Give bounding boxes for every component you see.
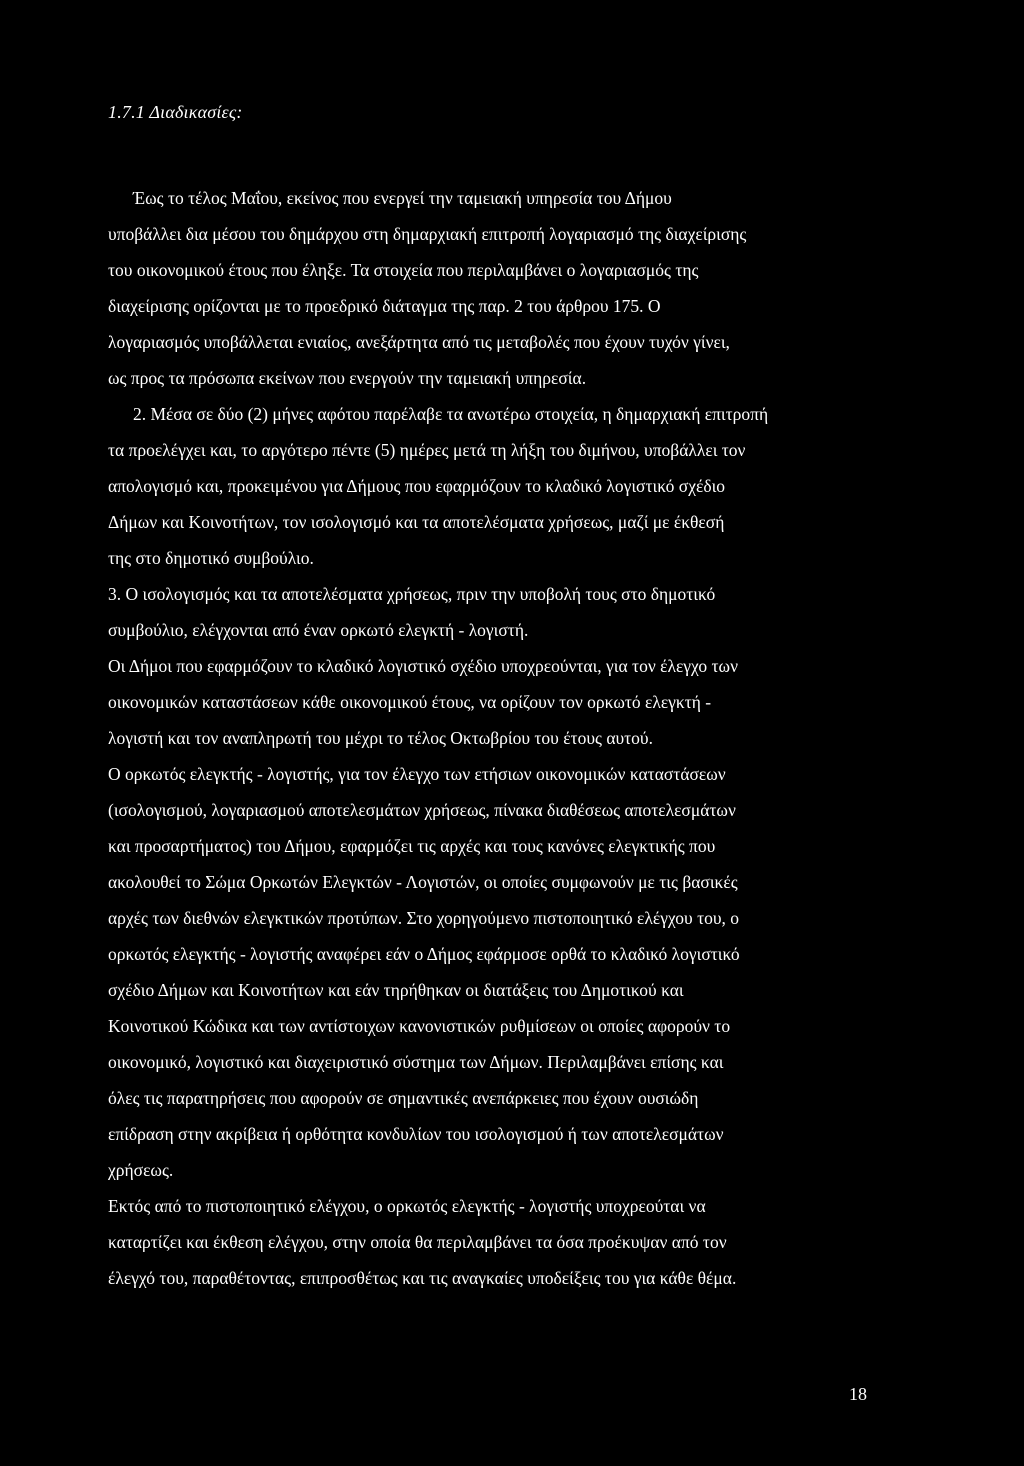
body-line: του οικονομικού έτους που έληξε. Τα στοιχεία που περιλαμβάνει ο λογαριασμός της [108, 260, 699, 280]
body-line: ακολουθεί το Σώμα Ορκωτών Ελεγκτών - Λογιστών, οι οποίες συμφωνούν με τις βασικές [108, 872, 738, 892]
body-line: τα προελέγχει και, το αργότερο πέντε (5) ημέρες μετά τη λήξη του διμήνου, υποβάλλει τον [108, 440, 746, 460]
body-line: διαχείρισης ορίζονται με το προεδρικό διάταγμα της παρ. 2 του άρθρου 175. Ο [108, 296, 661, 316]
page-number: 18 [849, 1384, 867, 1404]
body-line: αρχές των διεθνών ελεγκτικών προτύπων. Στο χορηγούμενο πιστοποιητικό ελέγχου του, ο [108, 908, 740, 928]
body-line: Έως το τέλος Μαΐου, εκείνος που ενεργεί την ταμειακή υπηρεσία του Δήμου [133, 188, 672, 208]
body-line: ως προς τα πρόσωπα εκείνων που ενεργούν την ταμειακή υπηρεσία. [108, 368, 587, 388]
body-line: Οι Δήμοι που εφαρμόζουν το κλαδικό λογιστικό σχέδιο υποχρεούνται, για τον έλεγχο των [108, 656, 738, 676]
body-line: λογιστή και τον αναπληρωτή του μέχρι το τέλος Οκτωβρίου του έτους αυτού. [108, 728, 653, 748]
body-line: έλεγχό του, παραθέτοντας, επιπροσθέτως και τις αναγκαίες υποδείξεις του για κάθε θέμα. [108, 1268, 737, 1288]
body-line: καταρτίζει και έκθεση ελέγχου, στην οποία θα περιλαμβάνει τα όσα προέκυψαν από τον [108, 1232, 727, 1252]
body-line: Δήμων και Κοινοτήτων, τον ισολογισμό και τα αποτελέσματα χρήσεως, μαζί με έκθεσή [108, 512, 725, 532]
body-line: λογαριασμός υποβάλλεται ενιαίος, ανεξάρτητα από τις μεταβολές που έχουν τυχόν γίνει, [108, 332, 730, 352]
body-line: Κοινοτικού Κώδικα και των αντίστοιχων κανονιστικών ρυθμίσεων οι οποίες αφορούν το [108, 1016, 731, 1036]
body-line: υποβάλλει δια μέσου του δημάρχου στη δημαρχιακή επιτροπή λογαριασμό της διαχείρισης [108, 224, 747, 244]
body-line: 2. Μέσα σε δύο (2) μήνες αφότου παρέλαβε τα ανωτέρω στοιχεία, η δημαρχιακή επιτροπή [133, 404, 769, 424]
body-line: επίδραση στην ακρίβεια ή ορθότητα κονδυλίων του ισολογισμού ή των αποτελεσμάτων [108, 1124, 724, 1144]
body-line: Ο ορκωτός ελεγκτής - λογιστής, για τον έλεγχο των ετήσιων οικονομικών καταστάσεων [108, 764, 726, 784]
body-line: 3. Ο ισολογισμός και τα αποτελέσματα χρήσεως, πριν την υποβολή τους στο δημοτικό [108, 584, 716, 604]
body-line: όλες τις παρατηρήσεις που αφορούν σε σημαντικές ανεπάρκειες που έχουν ουσιώδη [108, 1088, 699, 1108]
body-line: (ισολογισμού, λογαριασμού αποτελεσμάτων χρήσεως, πίνακα διαθέσεως αποτελεσμάτων [108, 800, 736, 820]
body-line: συμβούλιο, ελέγχονται από έναν ορκωτό ελεγκτή - λογιστή. [108, 620, 529, 640]
body-line: σχέδιο Δήμων και Κοινοτήτων και εάν τηρήθηκαν οι διατάξεις του Δημοτικού και [108, 980, 684, 1000]
body-line: χρήσεως. [108, 1160, 174, 1180]
body-line: απολογισμό και, προκειμένου για Δήμους που εφαρμόζουν το κλαδικό λογιστικό σχέδιο [108, 476, 726, 496]
section-heading: 1.7.1 Διαδικασίες: [108, 102, 243, 122]
body-line: ορκωτός ελεγκτής - λογιστής αναφέρει εάν ο Δήμος εφάρμοσε ορθά το κλαδικό λογιστικό [108, 944, 740, 964]
body-line: Εκτός από το πιστοποιητικό ελέγχου, ο ορκωτός ελεγκτής - λογιστής υποχρεούται να [108, 1196, 706, 1216]
body-line: οικονομικό, λογιστικό και διαχειριστικό σύστημα των Δήμων. Περιλαμβάνει επίσης και [108, 1052, 724, 1072]
body-line: και προσαρτήματος) του Δήμου, εφαρμόζει τις αρχές και τους κανόνες ελεγκτικής που [108, 836, 716, 856]
body-line: οικονομικών καταστάσεων κάθε οικονομικού έτους, να ορίζουν τον ορκωτό ελεγκτή - [108, 692, 712, 712]
body-line: της στο δημοτικό συμβούλιο. [108, 548, 314, 568]
